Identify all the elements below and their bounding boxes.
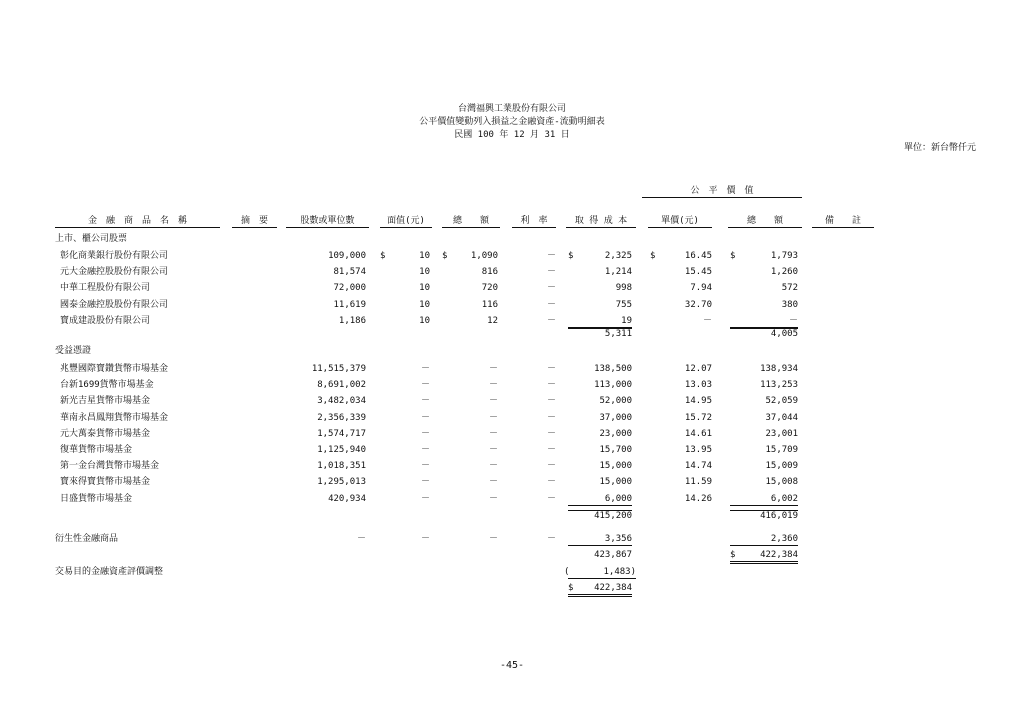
stock-rate: － [546,315,556,326]
fund-price: 14.61 [684,428,712,439]
page-number: -45- [499,660,525,671]
fund-fv: 23,001 [765,428,798,439]
fund-fv: 6,002 [730,494,798,506]
fund-rate: － [546,380,556,391]
funds-subtotal-cost: 415,200 [568,510,632,522]
fund-name: 兆豐國際寶鑽貨幣市場基金 [60,364,169,374]
fund-shares: 1,295,013 [317,477,366,488]
fund-shares: 1,574,717 [317,428,366,439]
stock-price: 16.45 [684,251,712,261]
fund-name: 寶來得寶貨幣市場基金 [60,477,151,488]
dollar-sign: $ [730,251,736,261]
stocks-subtotal-fv: 4,005 [730,328,798,340]
stock-price: 15.45 [684,267,712,278]
stock-rate: － [546,299,556,310]
fund-cost: 138,500 [594,364,632,374]
fund-price: 13.03 [684,380,712,391]
stock-total: 816 [481,267,498,278]
fund-price: 14.95 [684,396,712,407]
stock-price: － [702,315,712,326]
fund-price: 12.07 [684,364,712,374]
fund-shares: 2,356,339 [317,412,366,423]
company-title: 台灣福興工業股份有限公司 [457,104,566,114]
fund-shares: 420,934 [328,493,366,504]
adjustment-value: 1,483) [568,567,636,579]
stock-name: 彰化商業銀行股份有限公司 [60,251,169,261]
stock-rate: － [546,267,556,278]
fund-cost: 52,000 [599,396,632,407]
fund-rate: － [546,396,556,407]
adjustment-label: 交易目的金融資產評價調整 [55,567,164,577]
fund-total: － [488,445,498,455]
fund-total: － [488,364,498,374]
fund-price: 13.95 [684,445,712,455]
fund-par: － [420,477,430,488]
stock-fv: 1,793 [770,251,798,261]
fund-price: 11.59 [684,477,712,488]
stock-shares: 72,000 [333,283,366,294]
derivative-rate: － [546,534,556,544]
derivative-par: － [420,534,430,544]
dollar-sign: $ [380,251,386,261]
stock-fv: 1,260 [770,267,798,278]
fund-total: － [488,412,498,423]
fund-fv: 37,044 [765,412,798,423]
fund-par: － [420,445,430,455]
stock-name: 寶成建設股份有限公司 [60,315,151,326]
fund-price: 14.26 [684,493,712,504]
stock-fv: 380 [781,299,798,310]
stock-cost: 2,325 [604,251,632,261]
derivative-fv: 2,360 [730,534,798,546]
fund-rate: － [546,412,556,423]
stock-rate: － [546,251,556,261]
grand-total-fv: 422,384 [730,550,798,564]
dollar-sign: $ [568,251,574,261]
stock-name: 國泰金融控股股份有限公司 [60,299,169,310]
stock-cost: 755 [615,299,632,310]
header-par: 面值(元) [380,216,432,228]
fund-fv: 138,934 [760,364,798,374]
dollar-sign: $ [730,550,736,560]
section-stocks-label: 上市、櫃公司股票 [55,234,128,244]
stock-rate: － [546,283,556,294]
fund-par: － [420,364,430,374]
fund-rate: － [546,364,556,374]
fund-par: － [420,428,430,439]
stock-par: 10 [419,299,430,310]
fund-total: － [488,396,498,407]
fund-name: 日盛貨幣市場基金 [60,493,133,504]
fund-cost: 15,700 [599,445,632,455]
fund-shares: 1,018,351 [317,461,366,472]
fund-cost: 15,000 [599,477,632,488]
stock-name: 元大金融控股股份有限公司 [60,267,169,278]
fund-par: － [420,493,430,504]
fund-fv: 52,059 [765,396,798,407]
fund-price: 15.72 [684,412,712,423]
stock-par: 10 [419,267,430,278]
fund-cost: 113,000 [594,380,632,391]
fund-name: 華南永昌鳳翔貨幣市場基金 [60,412,169,423]
stock-shares: 1,186 [338,315,366,326]
header-fv-total: 總 額 [728,216,802,228]
fund-name: 第一金台灣貨幣市場基金 [60,461,160,472]
header-name: 金 融 商 品 名 稱 [55,216,220,228]
stock-name: 中華工程股份有限公司 [60,283,151,294]
fund-fv: 15,009 [765,461,798,472]
stock-total: 12 [487,315,498,326]
fund-name: 台新1699貨幣市場基金 [60,380,154,391]
fund-fv: 113,253 [760,380,798,391]
dollar-sign: $ [568,583,574,593]
fund-total: － [488,380,498,391]
derivative-cost: 3,356 [568,534,632,546]
fund-fv: 15,709 [765,445,798,455]
fund-cost: 37,000 [599,412,632,423]
header-remark: 備 註 [812,216,874,228]
fund-par: － [420,461,430,472]
fund-shares: 11,515,379 [311,364,366,374]
fund-cost: 15,000 [599,461,632,472]
fund-cost: 6,000 [568,494,632,506]
stocks-subtotal-cost: 5,311 [568,328,632,340]
fund-fv: 15,008 [765,477,798,488]
stock-price: 32.70 [684,299,712,310]
stock-cost: 998 [615,283,632,294]
stock-shares: 11,619 [333,299,366,310]
stock-cost: 1,214 [604,267,632,278]
fund-rate: － [546,445,556,455]
fund-total: － [488,477,498,488]
stock-shares: 81,574 [333,267,366,278]
fund-name: 元大萬泰貨幣市場基金 [60,428,151,439]
funds-subtotal-fv: 416,019 [730,510,798,522]
fund-par: － [420,396,430,407]
dollar-sign: $ [650,251,656,261]
stock-total: 720 [481,283,498,294]
dollar-sign: $ [442,251,448,261]
header-shares: 股數或單位數 [286,216,369,228]
final-total: 422,384 [568,583,632,597]
stock-par: 10 [419,283,430,294]
grand-total-cost: 423,867 [594,550,632,560]
header-total: 總 額 [442,216,500,228]
header-unit-price: 單價(元) [648,216,712,228]
fund-price: 14.74 [684,461,712,472]
fund-par: － [420,412,430,423]
fund-name: 復華貨幣市場基金 [60,445,133,455]
fund-cost: 23,000 [599,428,632,439]
derivative-name: 衍生性金融商品 [55,534,119,544]
stock-par: 10 [419,251,430,261]
header-rate: 利 率 [512,216,556,228]
stock-cost: 19 [568,316,632,328]
stock-fv: － [730,316,798,328]
fund-name: 新光吉星貨幣市場基金 [60,396,151,407]
derivative-shares: － [356,534,366,544]
header-cost: 取 得 成 本 [566,216,636,228]
stock-total: 1,090 [470,251,498,261]
report-date: 民國 100 年 12 月 31 日 [454,130,570,140]
fund-rate: － [546,477,556,488]
fund-total: － [488,428,498,439]
stock-par: 10 [419,315,430,326]
unit-label: 單位：新台幣仟元 [903,143,976,153]
fund-total: － [488,461,498,472]
fund-rate: － [546,428,556,439]
fund-rate: － [546,493,556,504]
fund-par: － [420,380,430,391]
derivative-total: － [488,534,498,544]
fund-total: － [488,493,498,504]
fund-shares: 3,482,034 [317,396,366,407]
fund-shares: 8,691,002 [317,380,366,391]
fair-value-group-header: 公 平 價 值 [642,186,802,198]
fund-rate: － [546,461,556,472]
adjustment-open-paren: ( [564,567,570,577]
stock-fv: 572 [781,283,798,294]
fund-shares: 1,125,940 [317,445,366,455]
report-title: 公平價值變動列入損益之金融資產-流動明細表 [419,117,605,127]
stock-shares: 109,000 [328,251,366,261]
section-funds-label: 受益憑證 [55,346,92,356]
header-summary: 摘 要 [232,216,277,228]
stock-price: 7.94 [690,283,712,294]
stock-total: 116 [481,299,498,310]
